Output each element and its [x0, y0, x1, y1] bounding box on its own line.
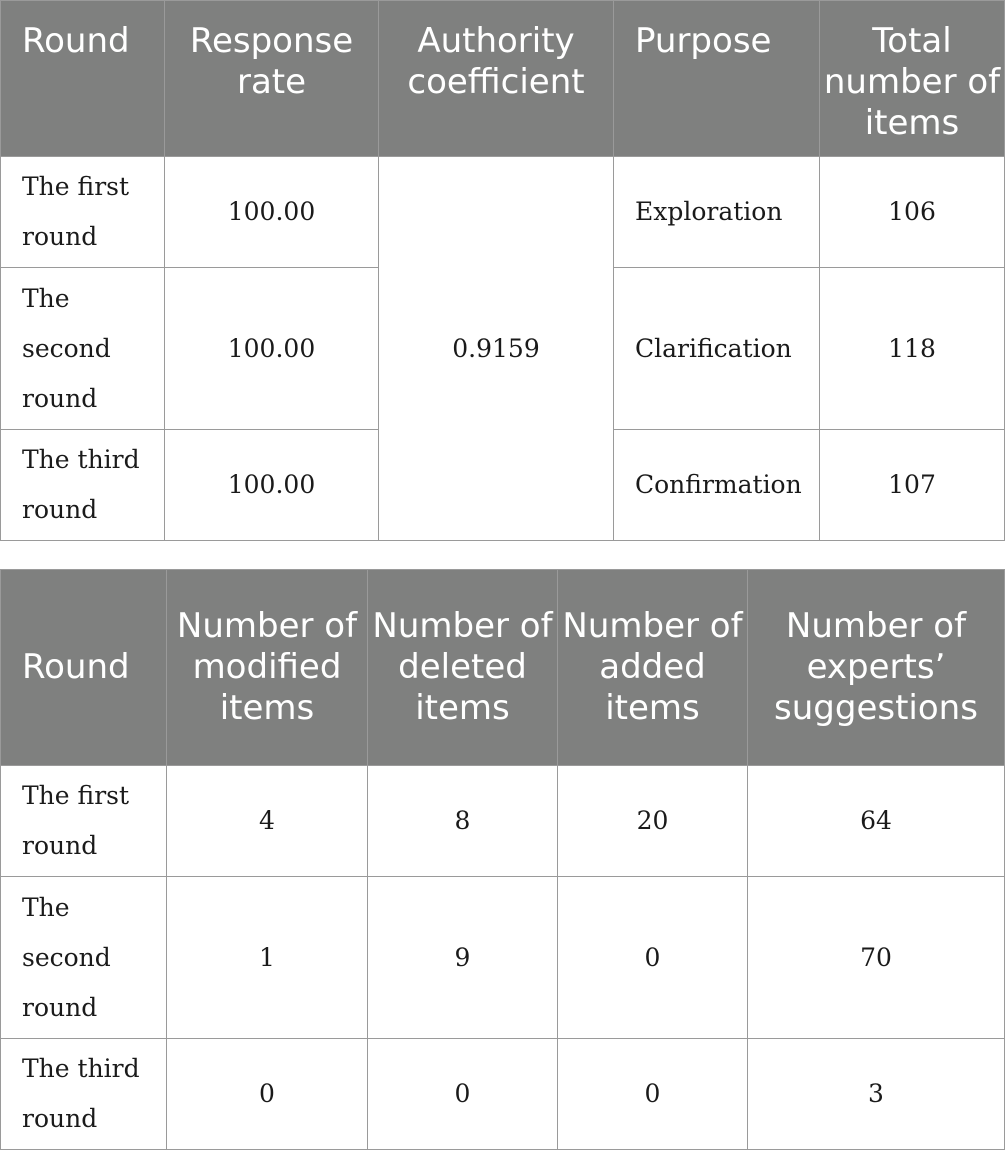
total-items-cell: 106	[820, 157, 1005, 268]
table-row	[1, 157, 1005, 268]
round-cell: The third round	[1, 430, 165, 541]
deleted-cell: 0	[368, 1039, 558, 1150]
header-expert-suggestions: Number of experts’ suggestions	[748, 570, 1005, 766]
table-row	[1, 766, 1005, 877]
table-row	[1, 877, 1005, 1039]
item-changes-table	[0, 569, 1005, 1150]
deleted-cell: 9	[368, 877, 558, 1039]
round-cell: The first round	[1, 766, 167, 877]
response-rate-cell: 100.00	[165, 268, 379, 430]
suggestions-cell: 70	[748, 877, 1005, 1039]
header-round: Round	[1, 1, 165, 157]
header-total-items: Total number of items	[820, 1, 1005, 157]
purpose-cell: Clarification	[614, 268, 820, 430]
modified-cell: 0	[167, 1039, 368, 1150]
purpose-cell: Exploration	[614, 157, 820, 268]
header-added-items: Number of added items	[558, 570, 748, 766]
suggestions-cell: 3	[748, 1039, 1005, 1150]
header-modified-items: Number of modified items	[167, 570, 368, 766]
total-items-cell: 118	[820, 268, 1005, 430]
response-rate-cell: 100.00	[165, 157, 379, 268]
purpose-cell: Confirmation	[614, 430, 820, 541]
added-cell: 0	[558, 1039, 748, 1150]
header-round: Round	[1, 570, 167, 766]
delphi-rounds-table	[0, 0, 1005, 541]
modified-cell: 1	[167, 877, 368, 1039]
header-deleted-items: Number of deleted items	[368, 570, 558, 766]
modified-cell: 4	[167, 766, 368, 877]
table2-header-row	[1, 570, 1005, 766]
round-cell: The second round	[1, 877, 167, 1039]
response-rate-cell: 100.00	[165, 430, 379, 541]
added-cell: 20	[558, 766, 748, 877]
total-items-cell: 107	[820, 430, 1005, 541]
header-response-rate: Response rate	[165, 1, 379, 157]
round-cell: The second round	[1, 268, 165, 430]
table-row	[1, 1039, 1005, 1150]
suggestions-cell: 64	[748, 766, 1005, 877]
added-cell: 0	[558, 877, 748, 1039]
round-cell: The third round	[1, 1039, 167, 1150]
round-cell: The first round	[1, 157, 165, 268]
table1-header-row	[1, 1, 1005, 157]
deleted-cell: 8	[368, 766, 558, 877]
authority-coefficient-cell: 0.9159	[379, 157, 614, 541]
header-authority-coefficient: Authority coefficient	[379, 1, 614, 157]
header-purpose: Purpose	[614, 1, 820, 157]
